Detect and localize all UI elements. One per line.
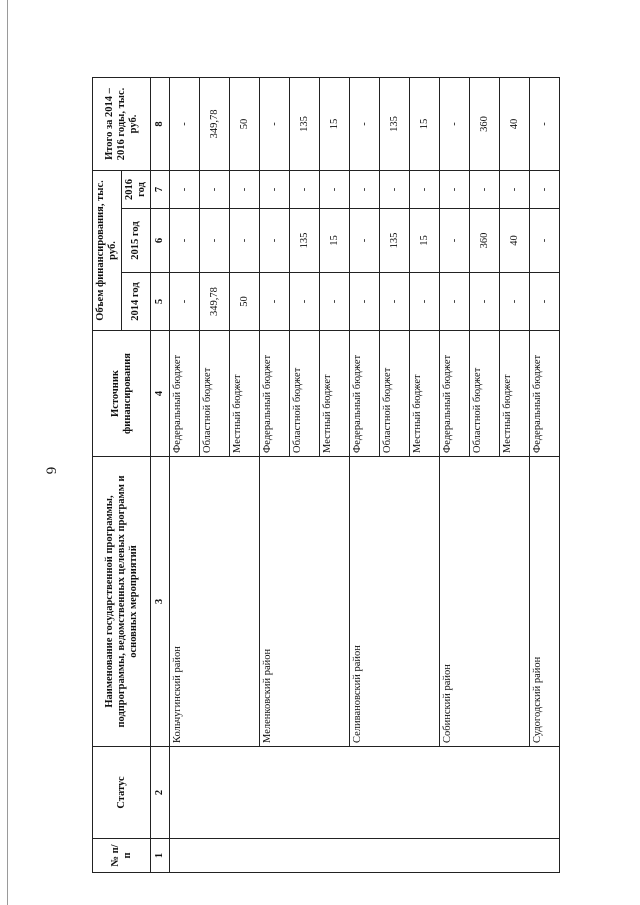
district-name: Меленковский район xyxy=(260,457,350,747)
value-2014: - xyxy=(500,273,530,331)
value-2015: - xyxy=(260,209,290,273)
value-2016: - xyxy=(530,170,560,208)
value-2015: - xyxy=(440,209,470,273)
value-2015: 135 xyxy=(380,209,410,273)
source-cell: Местный бюджет xyxy=(320,331,350,457)
header-name: Наименование государственной программы, подпрограммы, ведомственных целевых программ и основных мероприятий xyxy=(93,457,151,747)
cell-status-empty xyxy=(170,747,560,839)
value-total: - xyxy=(440,77,470,170)
value-2015: 15 xyxy=(320,209,350,273)
source-cell: Местный бюджет xyxy=(230,331,260,457)
value-total: - xyxy=(260,77,290,170)
col-number: 4 xyxy=(151,331,170,457)
col-number: 1 xyxy=(151,839,170,873)
col-number: 7 xyxy=(151,170,170,208)
value-2016: - xyxy=(170,170,200,208)
header-num: № п/п xyxy=(93,839,151,873)
source-cell: Областной бюджет xyxy=(380,331,410,457)
page-number: 6 xyxy=(42,466,59,475)
value-2015: - xyxy=(530,209,560,273)
source-cell: Федеральный бюджет xyxy=(170,331,200,457)
header-total: Итого за 2014 – 2016 годы, тыс. руб. xyxy=(93,77,151,170)
value-2015: - xyxy=(200,209,230,273)
col-number: 6 xyxy=(151,209,170,273)
financing-table xyxy=(92,77,560,873)
source-cell: Областной бюджет xyxy=(290,331,320,457)
cell-num-empty xyxy=(170,839,560,873)
value-2015: 15 xyxy=(410,209,440,273)
col-number: 8 xyxy=(151,77,170,170)
value-total: 40 xyxy=(500,77,530,170)
district-name: Собинский район xyxy=(440,457,530,747)
source-cell: Областной бюджет xyxy=(200,331,230,457)
value-2015: - xyxy=(230,209,260,273)
value-total: 135 xyxy=(290,77,320,170)
header-2016: 2016 год xyxy=(122,170,151,208)
value-total: 360 xyxy=(470,77,500,170)
scan-margin-line xyxy=(7,0,8,905)
header-2014: 2014 год xyxy=(122,273,151,331)
value-2014: - xyxy=(440,273,470,331)
value-2014: - xyxy=(320,273,350,331)
source-cell: Местный бюджет xyxy=(500,331,530,457)
value-2016: - xyxy=(380,170,410,208)
source-cell: Областной бюджет xyxy=(470,331,500,457)
value-2016: - xyxy=(470,170,500,208)
value-2014: - xyxy=(260,273,290,331)
source-cell: Федеральный бюджет xyxy=(440,331,470,457)
value-2016: - xyxy=(230,170,260,208)
value-total: 349,78 xyxy=(200,77,230,170)
district-name: Судогодский район xyxy=(530,457,560,747)
value-2014: - xyxy=(410,273,440,331)
value-total: - xyxy=(170,77,200,170)
value-2015: 135 xyxy=(290,209,320,273)
table-body xyxy=(170,77,560,872)
value-2016: - xyxy=(350,170,380,208)
value-2016: - xyxy=(200,170,230,208)
source-cell: Федеральный бюджет xyxy=(260,331,290,457)
value-total: 135 xyxy=(380,77,410,170)
header-status: Статус xyxy=(93,747,151,839)
district-name: Кольчугинский район xyxy=(170,457,260,747)
value-2015: - xyxy=(170,209,200,273)
value-2016: - xyxy=(500,170,530,208)
value-2014: 349,78 xyxy=(200,273,230,331)
source-cell: Федеральный бюджет xyxy=(350,331,380,457)
value-2014: - xyxy=(350,273,380,331)
value-2016: - xyxy=(410,170,440,208)
col-number: 5 xyxy=(151,273,170,331)
district-name: Селивановский район xyxy=(350,457,440,747)
value-total: - xyxy=(530,77,560,170)
value-total: 15 xyxy=(320,77,350,170)
value-2014: - xyxy=(530,273,560,331)
header-volume: Объем финансирования, тыс. руб. xyxy=(93,170,122,330)
table-row xyxy=(170,77,200,872)
table-header xyxy=(93,77,170,872)
value-2014: - xyxy=(290,273,320,331)
source-cell: Местный бюджет xyxy=(410,331,440,457)
value-2016: - xyxy=(320,170,350,208)
value-total: - xyxy=(350,77,380,170)
rotated-table-container xyxy=(92,78,585,873)
value-total: 15 xyxy=(410,77,440,170)
column-number-row xyxy=(151,77,170,872)
col-number: 3 xyxy=(151,457,170,747)
value-2014: - xyxy=(380,273,410,331)
header-source: Источник финансирования xyxy=(93,331,151,457)
header-2015: 2015 год xyxy=(122,209,151,273)
value-2014: 50 xyxy=(230,273,260,331)
value-2016: - xyxy=(290,170,320,208)
value-total: 50 xyxy=(230,77,260,170)
value-2014: - xyxy=(170,273,200,331)
value-2016: - xyxy=(260,170,290,208)
value-2015: - xyxy=(350,209,380,273)
value-2014: - xyxy=(470,273,500,331)
col-number: 2 xyxy=(151,747,170,839)
source-cell: Федеральный бюджет xyxy=(530,331,560,457)
value-2015: 360 xyxy=(470,209,500,273)
value-2015: 40 xyxy=(500,209,530,273)
value-2016: - xyxy=(440,170,470,208)
